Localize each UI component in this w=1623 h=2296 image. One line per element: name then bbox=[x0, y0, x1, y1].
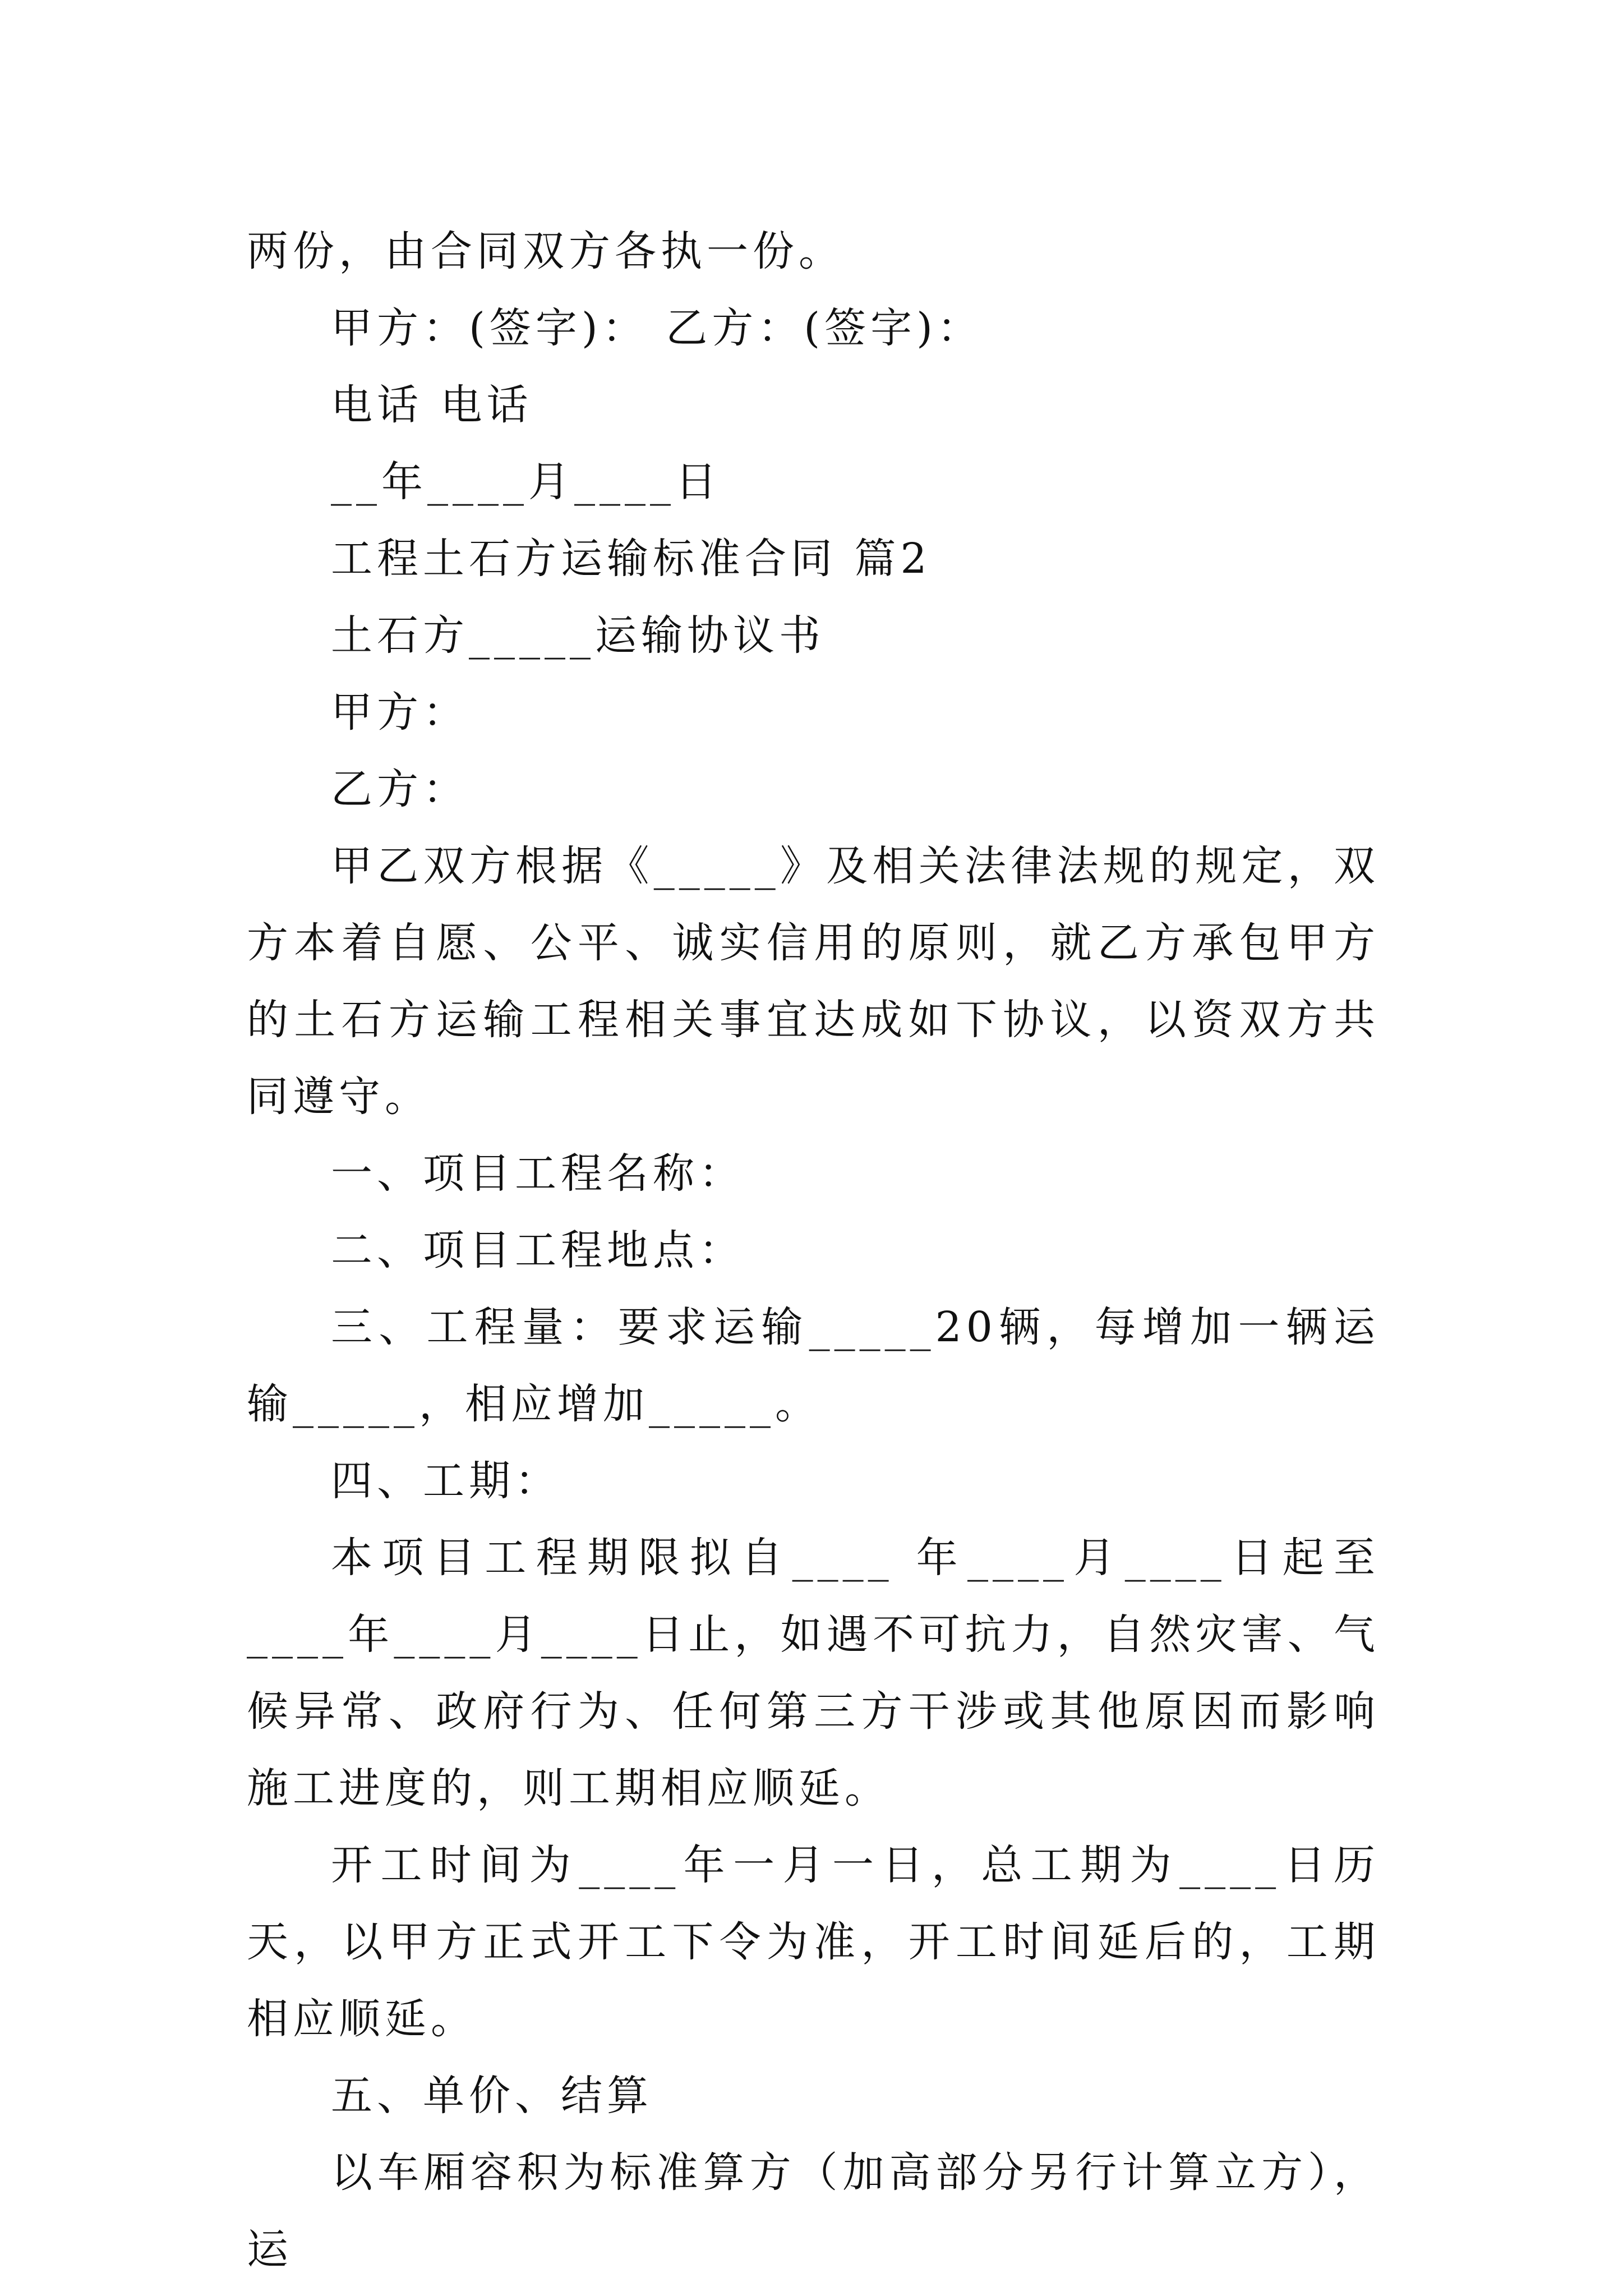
clause-project-location: 二、项目工程地点： bbox=[331, 1226, 745, 1274]
clause-schedule-body: 本项目工程期限拟自____ 年____月____日起至____年____月____日止，如遇不可抗力，自然灾害、气候异常、政府行为、任何第三方干涉或其他原因而影响施工进度的，则工期相应顺延。 bbox=[247, 1534, 1380, 1812]
party-b-line: 乙方： bbox=[331, 765, 469, 813]
party-a-line: 甲方： bbox=[331, 688, 469, 737]
clause-start-time: 开工时间为____年一月一日，总工期为____日历天，以甲方正式开工下令为准，开工时间延后的，工期相应顺延。 bbox=[247, 1841, 1380, 2043]
paragraph-preamble: 甲乙双方根据《_____》及相关法律法规的规定，双方本着自愿、公平、诚实信用的原则，就乙方承包甲方的土石方运输工程相关事宜达成如下协议，以资双方共同遵守。 bbox=[247, 842, 1380, 1121]
clause-project-name: 一、项目工程名称： bbox=[331, 1149, 745, 1198]
section-title: 工程土石方运输标准合同 篇2 bbox=[331, 535, 932, 583]
clause-quantity: 三、工程量：要求运输_____20辆，每增加一辆运输_____，相应增加_____。 bbox=[247, 1303, 1380, 1428]
agreement-title: 土石方_____运输协议书 bbox=[331, 611, 825, 660]
paragraph-copies-clause: 两份，由合同双方各执一份。 bbox=[247, 227, 845, 275]
clause-schedule-heading: 四、工期： bbox=[331, 1457, 561, 1505]
paragraph-date-line: __年____月____日 bbox=[331, 458, 721, 506]
paragraph-phone-line: 电话 电话 bbox=[331, 381, 533, 429]
clause-price-heading: 五、单价、结算 bbox=[331, 2072, 653, 2120]
paragraph-signature-line: 甲方：(签字)： 乙方：(签字)： bbox=[331, 304, 984, 352]
clause-price-body: 以车厢容积为标准算方（加高部分另行计算立方），运 bbox=[247, 2148, 1380, 2274]
document-body bbox=[247, 213, 1380, 2288]
